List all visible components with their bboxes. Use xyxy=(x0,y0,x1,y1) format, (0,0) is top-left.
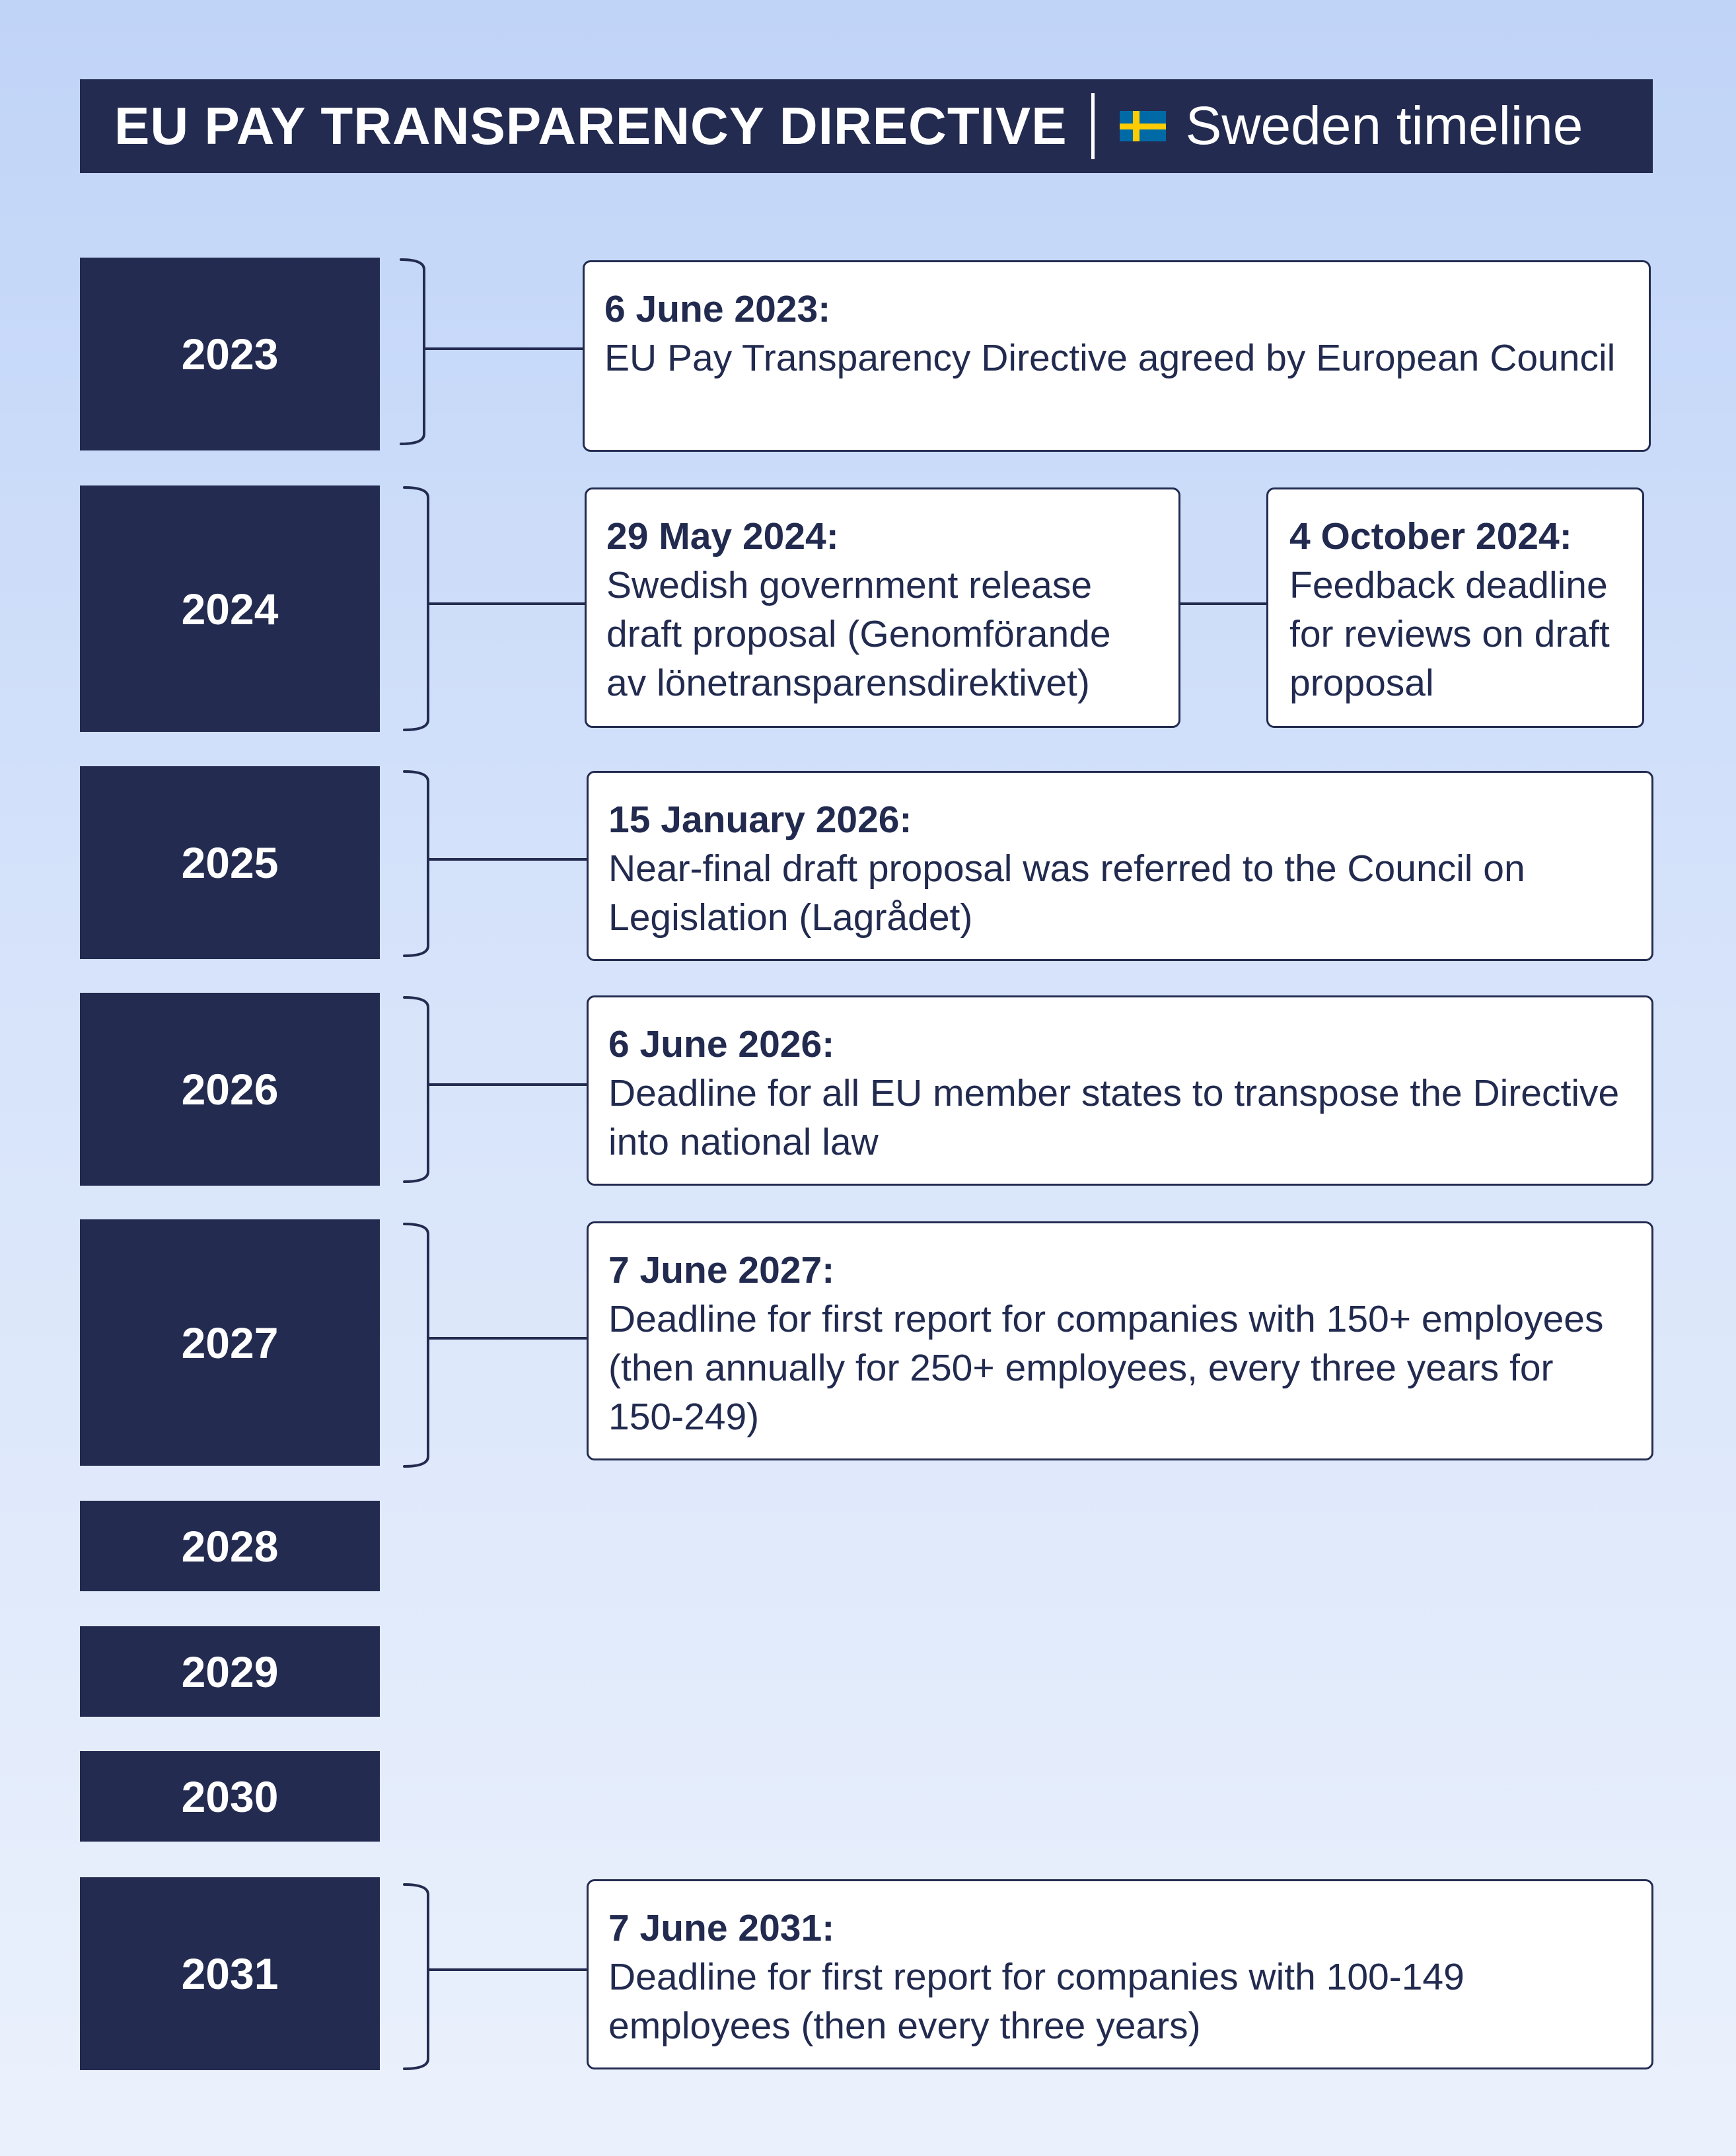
bracket-2027 xyxy=(404,1224,428,1466)
event-date: 29 May 2024: xyxy=(606,515,839,557)
bracket-2023 xyxy=(401,260,424,444)
event-description: Near-final draft proposal was referred to the Council on Legislation (Lagrådet) xyxy=(608,847,1525,939)
event-card-2026 xyxy=(587,995,1653,1186)
event-card-2024-may xyxy=(585,487,1180,728)
bracket-2024 xyxy=(404,487,428,730)
year-2031: 2031 xyxy=(80,1877,380,2070)
event-card-2025 xyxy=(587,771,1653,961)
event-card-2027 xyxy=(587,1221,1653,1460)
year-2025: 2025 xyxy=(80,766,380,959)
header-subtitle: Sweden timeline xyxy=(1185,96,1583,156)
year-2028: 2028 xyxy=(80,1501,380,1591)
year-2026: 2026 xyxy=(80,993,380,1186)
event-description: EU Pay Transparency Directive agreed by European Council xyxy=(604,337,1616,379)
bracket-2031 xyxy=(404,1885,428,2069)
year-2029: 2029 xyxy=(80,1626,380,1717)
event-description: Deadline for all EU member states to transpose the Directive into national law xyxy=(608,1072,1620,1163)
event-date: 15 January 2026: xyxy=(608,799,912,841)
event-description: Feedback deadline for reviews on draft proposal xyxy=(1289,564,1610,704)
event-date: 7 June 2031: xyxy=(608,1907,835,1949)
event-description: Deadline for first report for companies with 150+ employees (then annually for 250+ employees, every three years for 150-249) xyxy=(608,1298,1604,1438)
event-card-2031 xyxy=(587,1879,1653,2069)
event-date: 4 October 2024: xyxy=(1289,515,1572,557)
year-2030: 2030 xyxy=(80,1751,380,1842)
event-card-2023 xyxy=(583,260,1651,452)
event-date: 6 June 2026: xyxy=(608,1023,835,1065)
header-title: EU PAY TRANSPARENCY DIRECTIVE xyxy=(114,96,1067,155)
event-description: Swedish government release draft proposal (Genomförande av lönetransparensdirektivet) xyxy=(606,564,1111,704)
event-date: 7 June 2027: xyxy=(608,1249,835,1291)
bracket-2025 xyxy=(404,772,428,956)
bracket-2026 xyxy=(404,997,428,1182)
year-2027: 2027 xyxy=(80,1219,380,1466)
event-date: 6 June 2023: xyxy=(604,288,831,330)
event-card-2024-october xyxy=(1266,487,1644,728)
year-2024: 2024 xyxy=(80,485,380,732)
event-description: Deadline for first report for companies with 100-149 employees (then every three years) xyxy=(608,1956,1465,2047)
year-2023: 2023 xyxy=(80,258,380,450)
